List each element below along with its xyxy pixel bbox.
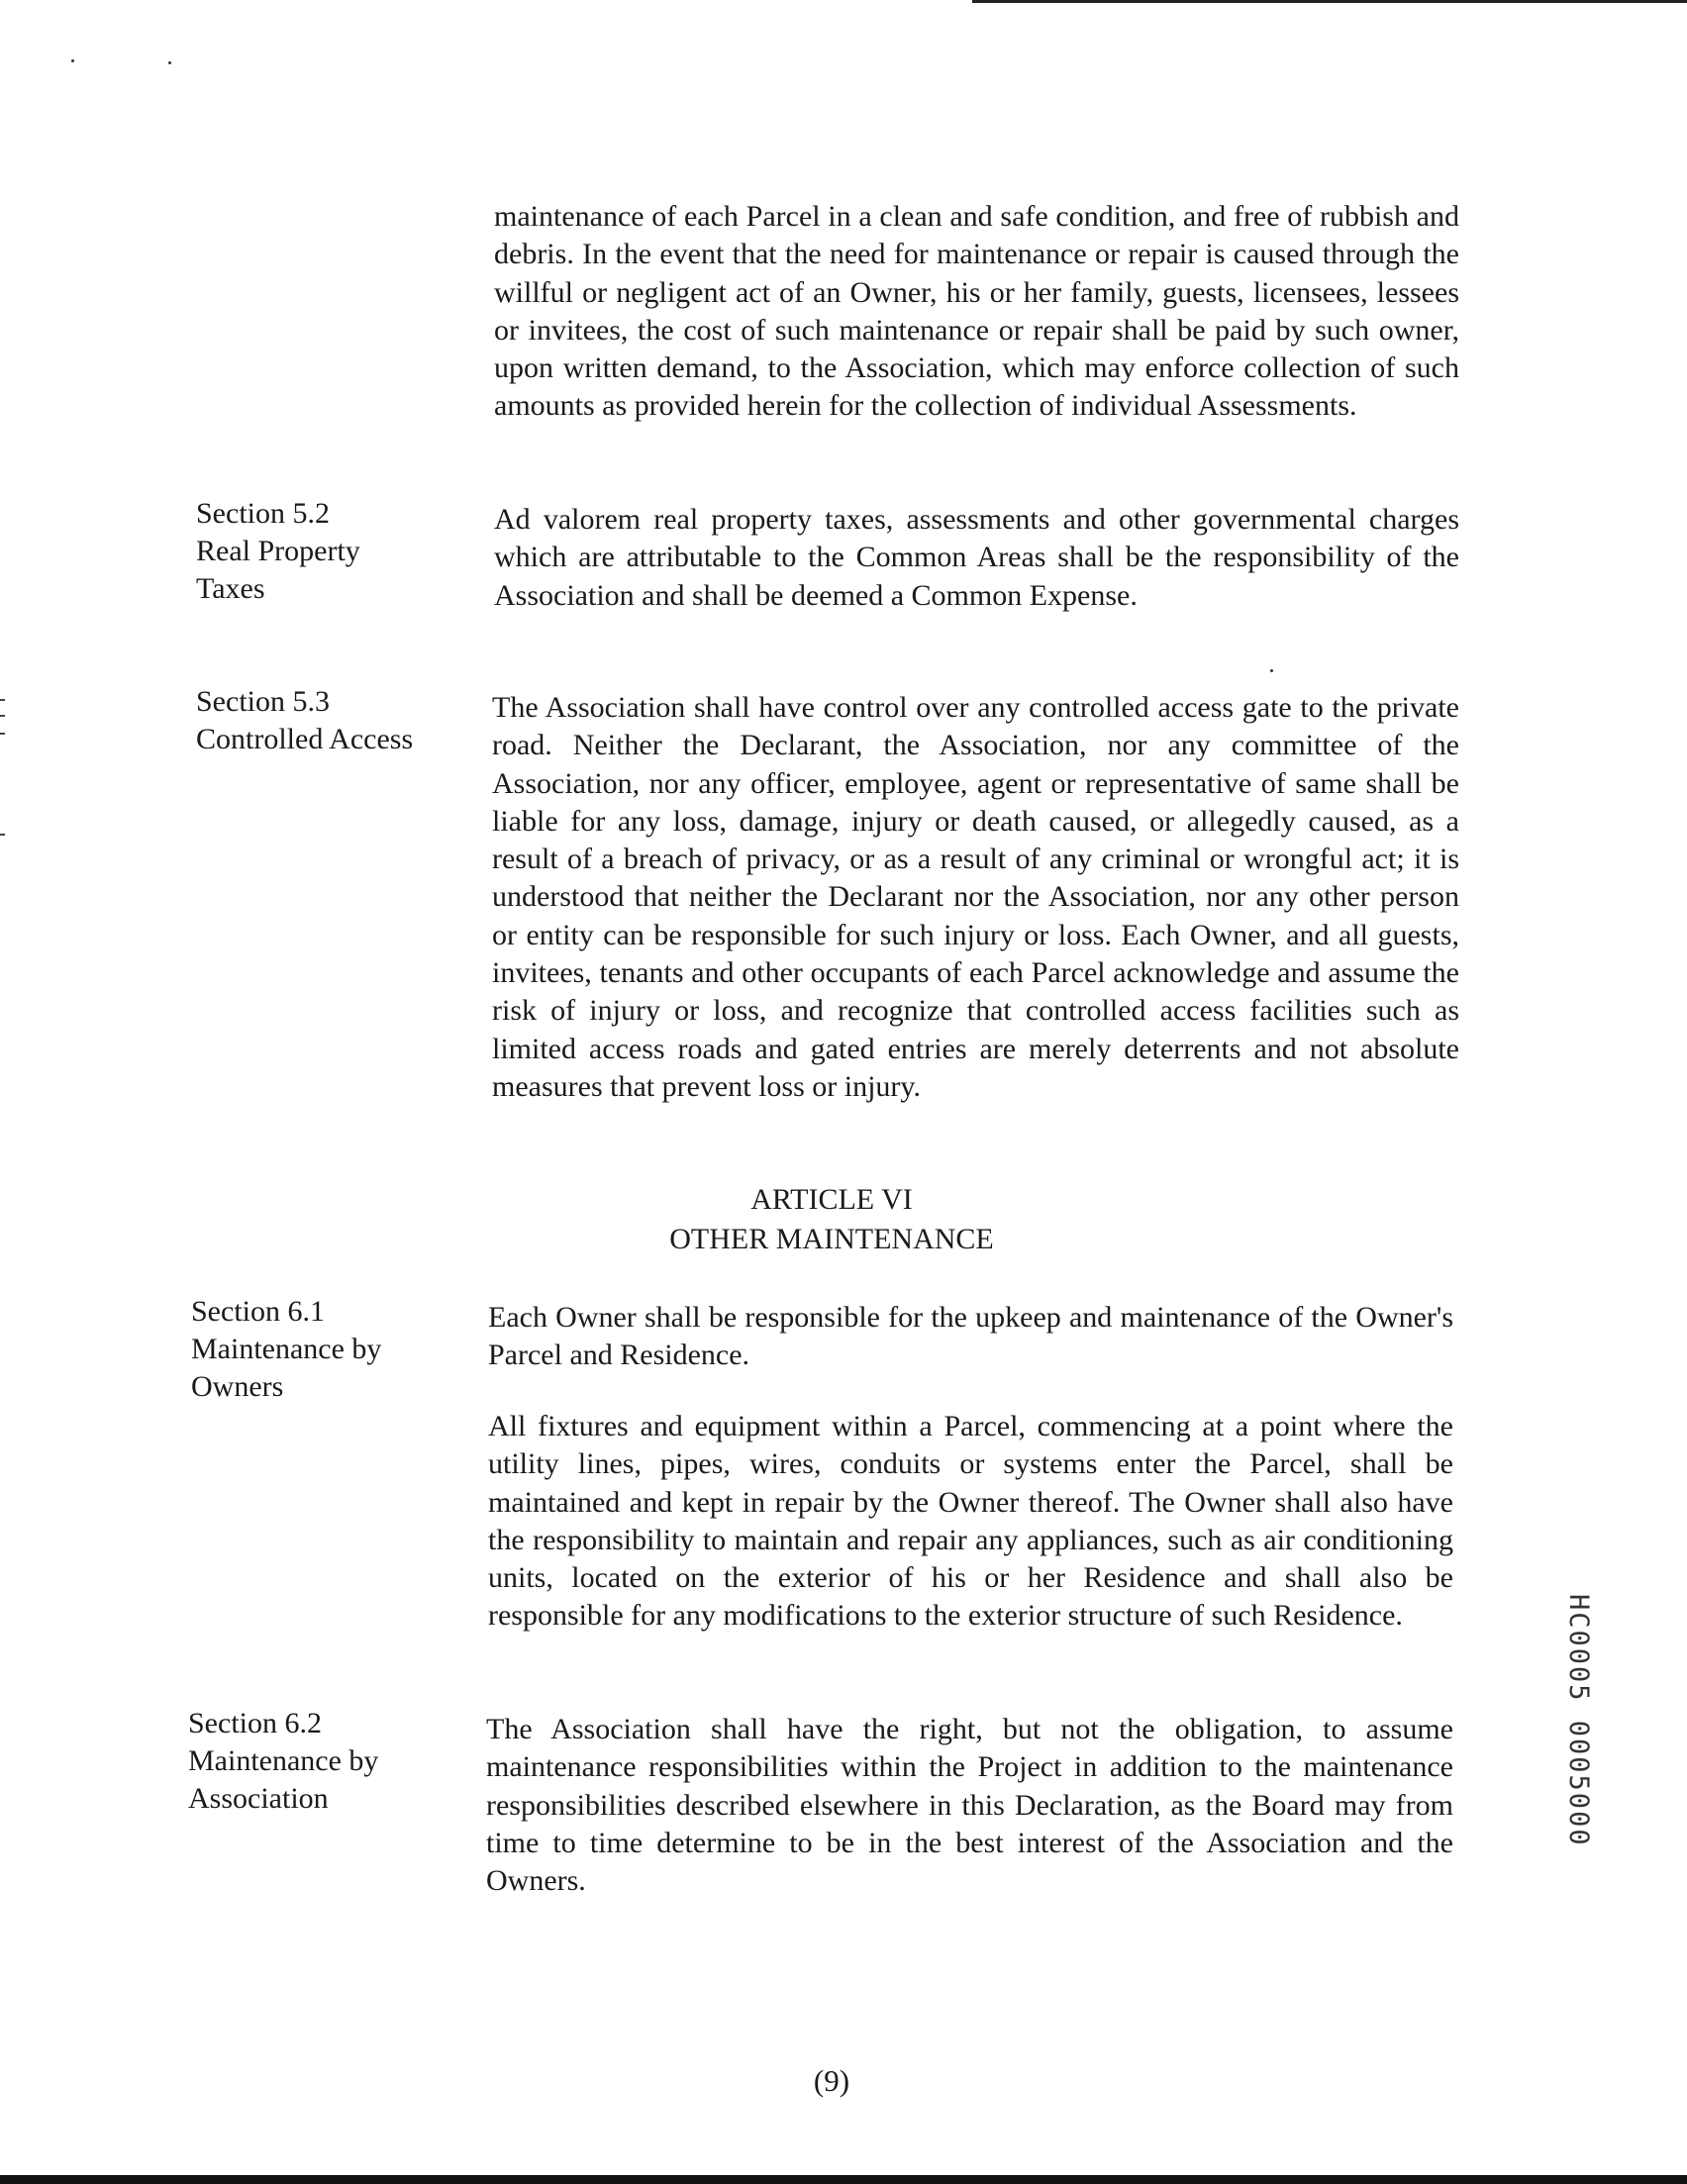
section-6-2-body: The Association shall have the right, but not the obligation, to assume maintenance responsibilities within the Project in addition to the maintenance responsibilities described elsewhere in this Declaration, as the Board may from time to time determine to be in the best interest of the Association and the Owners. <box>486 1713 1453 1898</box>
section-6-1-heading <box>191 1293 381 1406</box>
top-edge-rule <box>972 0 1687 3</box>
article-title: OTHER MAINTENANCE <box>669 1223 994 1255</box>
section-6-1-body-1: Each Owner shall be responsible for the upkeep and maintenance of the Owner's Parcel and Residence. <box>488 1301 1453 1372</box>
section-5-2-title-line2: Taxes <box>196 572 265 605</box>
section-6-1-body-2: All fixtures and equipment within a Parcel, commencing at a point where the utility lines, pipes, wires, conduits or systems enter the Parcel, shall be maintained and kept in repair by the Owner thereof. The Owner shall also have the responsibility to maintain and repair any appliances, such as air conditioning units, located on the exterior of his or her Residence and shall also be responsible for any modifications to the exterior structure of such Residence. <box>488 1410 1453 1633</box>
intro-paragraph: maintenance of each Parcel in a clean and safe condition, and free of rubbish and debris. In the event that the need for maintenance or repair is caused through the willful or negligent act of an Owner, his or her family, guests, licensees, lessees or invitees, the cost of such maintenance or repair shall be paid by such owner, upon written demand, to the Association, which may enforce collection of such amounts as provided herein for the collection of individual Assessments. <box>494 200 1459 423</box>
section-5-3-title-line1: Controlled Access <box>196 723 414 755</box>
scan-edge-mark <box>0 733 5 735</box>
document-stamp: HC0005 0005000 <box>1563 1594 1594 1847</box>
scan-edge-mark <box>0 834 5 836</box>
scan-edge-mark <box>0 699 5 701</box>
scan-edge-mark <box>0 715 5 717</box>
section-6-1-number: Section 6.1 <box>191 1295 325 1328</box>
section-5-3-heading <box>196 683 413 758</box>
section-5-2-title-line1: Real Property <box>196 535 360 567</box>
section-6-1-title-line1: Maintenance by <box>191 1333 382 1365</box>
section-5-3-number: Section 5.3 <box>196 685 330 718</box>
section-5-2-number: Section 5.2 <box>196 497 330 530</box>
section-6-2-title-line2: Association <box>188 1782 329 1815</box>
section-5-2-body: Ad valorem real property taxes, assessments and other governmental charges which are attributable to the Common Areas shall be the responsibility of the Association and shall be deemed a Common Expense. <box>494 503 1459 612</box>
article-heading <box>485 1180 1178 1259</box>
article-number: ARTICLE VI <box>750 1183 913 1216</box>
section-6-2-title-line1: Maintenance by <box>188 1744 379 1777</box>
scan-speck <box>168 61 171 64</box>
section-6-2-number: Section 6.2 <box>188 1707 322 1739</box>
scan-speck <box>1270 669 1273 672</box>
page-number: (9) <box>813 2063 850 2098</box>
section-5-2-heading <box>196 495 360 608</box>
section-5-3-body: The Association shall have control over any controlled access gate to the private road. Neither the Declarant, the Association, nor any committee of the Association, nor any officer, employee, agent or representative of same shall be liable for any loss, damage, injury or death caused, or allegedly caused, as a result of a breach of privacy, or as a result of any criminal or wrongful act; it is understood that neither the Declarant nor the Association, nor any other person or entity can be responsible for such injury or loss. Each Owner, and all guests, invitees, tenants and other occupants of each Parcel acknowledge and assume the risk of injury or loss, and recognize that controlled access facilities such as limited access roads and gated entries are merely deterrents and not absolute measures that prevent loss or injury. <box>492 691 1459 1103</box>
section-6-1-title-line2: Owners <box>191 1370 284 1403</box>
bottom-edge-rule <box>0 2175 1687 2184</box>
scan-speck <box>71 59 74 62</box>
section-6-2-heading <box>188 1705 378 1818</box>
